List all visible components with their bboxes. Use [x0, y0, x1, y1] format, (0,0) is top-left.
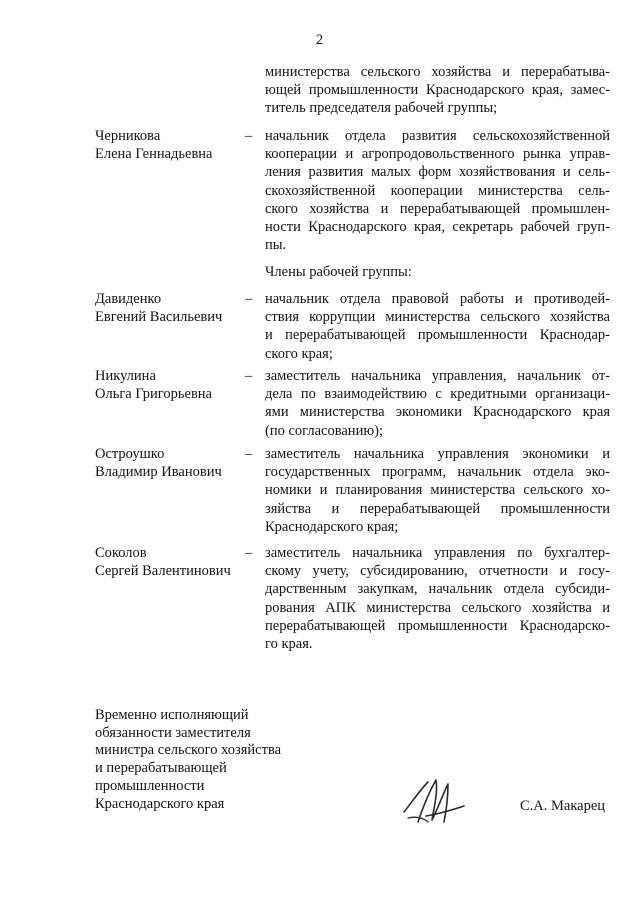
role-line: Краснодарского края; [265, 518, 399, 535]
dash-separator: – [245, 368, 253, 384]
role-line: ствия коррупции министерства сельского хозяйства [265, 309, 610, 326]
role-line: государственных программ, начальник отдела эко- [265, 464, 610, 481]
role-line: скому учету, субсидированию, отчетности и госу- [265, 563, 610, 580]
member-name [95, 544, 260, 580]
members-heading: Члены рабочей группы: [265, 264, 412, 280]
signatory-title-line: и перерабатывающей [95, 760, 227, 777]
role-line: заместитель начальника управления экономики и [265, 446, 610, 462]
person-given-name: Сергей Валентинович [95, 563, 231, 580]
role-line: дела по взаимодействию с кредитными организаци- [265, 386, 610, 403]
person-given-name: Ольга Григорьевна [95, 386, 212, 403]
page-number: 2 [315, 32, 324, 48]
intro-line: ющей промышленности Краснодарского края, замес- [265, 82, 610, 99]
role-line: ского хозяйства и перерабатывающей промышлен- [265, 200, 610, 217]
person-surname: Давиденко [95, 291, 162, 307]
role-line: начальник отдела правовой работы и противодей- [265, 291, 610, 307]
member-role [265, 445, 610, 536]
member-role [265, 367, 610, 440]
secretary-name [95, 127, 260, 163]
signatory-title-line: промышленности [95, 777, 205, 794]
intro-line: министерства сельского хозяйства и перерабатыва- [265, 64, 610, 80]
role-line: заместитель начальника управления, начальник от- [265, 368, 610, 384]
dash-separator: – [245, 446, 253, 462]
role-line: скохозяйственной кооперации министерства сель- [265, 182, 610, 199]
signatory-title-line: Краснодарского края [95, 795, 225, 812]
signatory-title-line: Временно исполняющий [95, 707, 249, 723]
role-line: кооперации и агропродовольственного рынка управ- [265, 146, 610, 163]
person-surname: Никулина [95, 368, 156, 384]
role-line: и перерабатывающей промышленности Краснодар- [265, 327, 610, 344]
dash-separator: – [245, 291, 253, 307]
secretary-role [265, 127, 610, 254]
role-line: ления развития малых форм хозяйствования и сель- [265, 164, 610, 181]
signatory-title-line: обязанности заместителя [95, 724, 251, 741]
signer-name: С.А. Макарец [520, 798, 606, 814]
role-line: номики и планирования министерства сельского хо- [265, 482, 610, 499]
role-line: перерабатывающей промышленности Краснодарско- [265, 617, 610, 634]
intro-line: титель председателя рабочей группы; [265, 100, 498, 117]
person-given-name: Евгений Васильевич [95, 309, 223, 326]
role-line: ями министерства экономики Краснодарского края [265, 404, 610, 421]
member-role [265, 290, 610, 363]
role-line: го края. [265, 636, 313, 653]
person-given-name: Владимир Иванович [95, 464, 222, 481]
member-name [95, 290, 260, 326]
role-line: заместитель начальника управления по бухгалтер- [265, 545, 610, 561]
role-line: начальник отдела развития сельскохозяйственной [265, 128, 610, 144]
role-line: ности Краснодарского края, секретарь рабочей груп- [265, 219, 610, 236]
intro-text [265, 63, 610, 118]
role-line: ского края; [265, 345, 333, 362]
person-surname: Соколов [95, 545, 147, 561]
person-surname: Остроушко [95, 446, 165, 462]
dash-separator: – [245, 545, 253, 561]
member-role [265, 544, 610, 653]
signatory-title-line: министра сельского хозяйства [95, 742, 282, 759]
role-line: рования АПК министерства сельского хозяйства и [265, 599, 610, 616]
person-surname: Черникова [95, 128, 161, 144]
member-name [95, 445, 260, 481]
role-line: (по согласованию); [265, 422, 384, 439]
role-line: дарственным закупкам, начальник отдела субсиди- [265, 581, 610, 598]
dash-separator: – [245, 128, 253, 144]
role-line: пы. [265, 237, 287, 254]
role-line: зяйства и перерабатывающей промышленности [265, 500, 610, 517]
handwritten-signature [398, 772, 470, 832]
member-name [95, 367, 260, 403]
person-given-name: Елена Геннадьевна [95, 146, 213, 163]
signatory-title [95, 707, 295, 813]
